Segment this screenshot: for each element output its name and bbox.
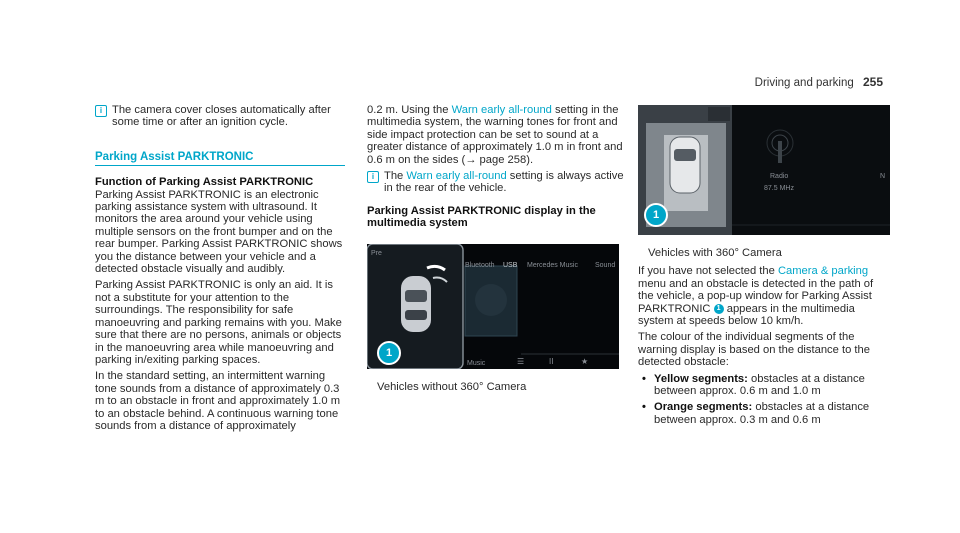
info-icon: i — [367, 171, 379, 183]
paragraph: The colour of the individual segments of the warning display is based on the distance to the detected obstacle: — [638, 331, 870, 369]
column-3 — [638, 104, 890, 430]
camera-parking-link[interactable]: Camera & parking — [777, 265, 869, 278]
image-caption: Vehicles with 360° Camera — [648, 247, 782, 259]
warn-note — [367, 170, 625, 195]
screen-tab[interactable]: USB — [503, 261, 518, 269]
bullet-text: obstacles at a distance between approx. 0.3 m and 0.6 m — [654, 401, 870, 426]
header-section: Driving and parking — [754, 77, 854, 89]
screen-tab[interactable]: Sound — [595, 261, 616, 269]
note-text — [384, 170, 625, 195]
paragraph: Parking Assist PARKTRONIC is an electronic parking assistance system with ultrasound. It monitors the area around your vehicle using multiple sensors on the front bumper and on the rear bumper. Parking Assist PARKTRONIC shows you the distance between your vehicle and a detected obstacle visually and audibly. — [95, 188, 343, 276]
warn-early-link[interactable]: Warn early all-round — [406, 170, 507, 183]
screen-corner-label: Pre — [371, 249, 382, 257]
text: setting in the multimedia system, the warning tones for front and side impact protection can be set to sound at a greater distance of approximately 1.0 m in front and 0.6 m on the sides — [367, 104, 623, 166]
camera-screenshot — [638, 105, 890, 235]
text: 0.2 m. Using the — [367, 104, 452, 116]
callout-badge: 1 — [377, 341, 401, 365]
bullet-text: obstacles at a distance between approx. 0.6 m and 1.0 m — [654, 372, 865, 398]
info-icon: i — [95, 105, 107, 117]
page-header — [755, 75, 883, 89]
screen-tab[interactable]: Mercedes Music — [527, 261, 578, 269]
column-1 — [95, 104, 345, 436]
callout-badge: 1 — [644, 203, 668, 227]
screen-corner-label: N — [880, 173, 886, 180]
paragraph: Parking Assist PARKTRONIC is only an aid. It is not a substitute for your attention to the surroundings. The responsibility for safe manoeuvring and parking remains with you. Make sure that there are no persons, animals or objects in the manoeuvring area while manoeuvring and parking in/exiting parking spaces. — [95, 279, 342, 366]
text: If you have not selected the — [638, 265, 778, 278]
camera-note — [95, 104, 345, 129]
multimedia-screenshot — [367, 244, 619, 369]
display-title: Parking Assist PARKTRONIC display in the multimedia system — [367, 204, 596, 230]
bullet-label: Orange segments: — [654, 401, 753, 414]
list-item — [648, 373, 890, 398]
pause-icon[interactable]: II — [549, 356, 554, 366]
bullet-label: Yellow segments: — [654, 372, 748, 385]
image-caption: Vehicles without 360° Camera — [377, 380, 527, 393]
radio-label: Radio — [770, 173, 789, 180]
paragraph — [638, 265, 890, 327]
warn-early-link[interactable]: Warn early all-round — [451, 104, 552, 116]
page-number: 255 — [862, 75, 883, 89]
screen-bottom-label: Music — [467, 359, 486, 367]
callout-badge-inline: 1 — [714, 304, 724, 314]
screen-graphic — [638, 105, 890, 235]
paragraph: In the standard setting, an intermittent warning tone sounds from a distance of approximately 0.3 m to an obstacle in front and approximately 1.0 m to an obstacle behind. A continuous warning tone sounds from a distance of approximately — [95, 370, 341, 432]
column-2 — [367, 104, 625, 399]
list-item — [648, 401, 890, 426]
text: appears in the multimedia system at speeds below 10 km/h. — [638, 302, 855, 328]
note-text: The camera cover closes automatically after some time or after an ignition cycle. — [112, 104, 331, 129]
text: menu and an obstacle is detected in the path of the vehicle, a pop-up window for Parking Assist PARKTRONIC — [638, 277, 874, 315]
function-title: Function of Parking Assist PARKTRONIC — [95, 176, 314, 189]
segment-list — [638, 373, 890, 427]
star-icon[interactable]: ★ — [581, 356, 589, 366]
text: The — [384, 170, 407, 183]
radio-frequency: 87.5 MHz — [764, 185, 794, 192]
screen-tab[interactable]: Bluetooth — [465, 261, 495, 269]
page-reference[interactable]: (→ page 258). — [461, 153, 534, 166]
section-title: Parking Assist PARKTRONIC — [95, 151, 345, 166]
text: setting is always active in the rear of the vehicle. — [384, 170, 624, 195]
list-icon[interactable]: ☰ — [517, 356, 525, 366]
paragraph — [367, 104, 625, 166]
